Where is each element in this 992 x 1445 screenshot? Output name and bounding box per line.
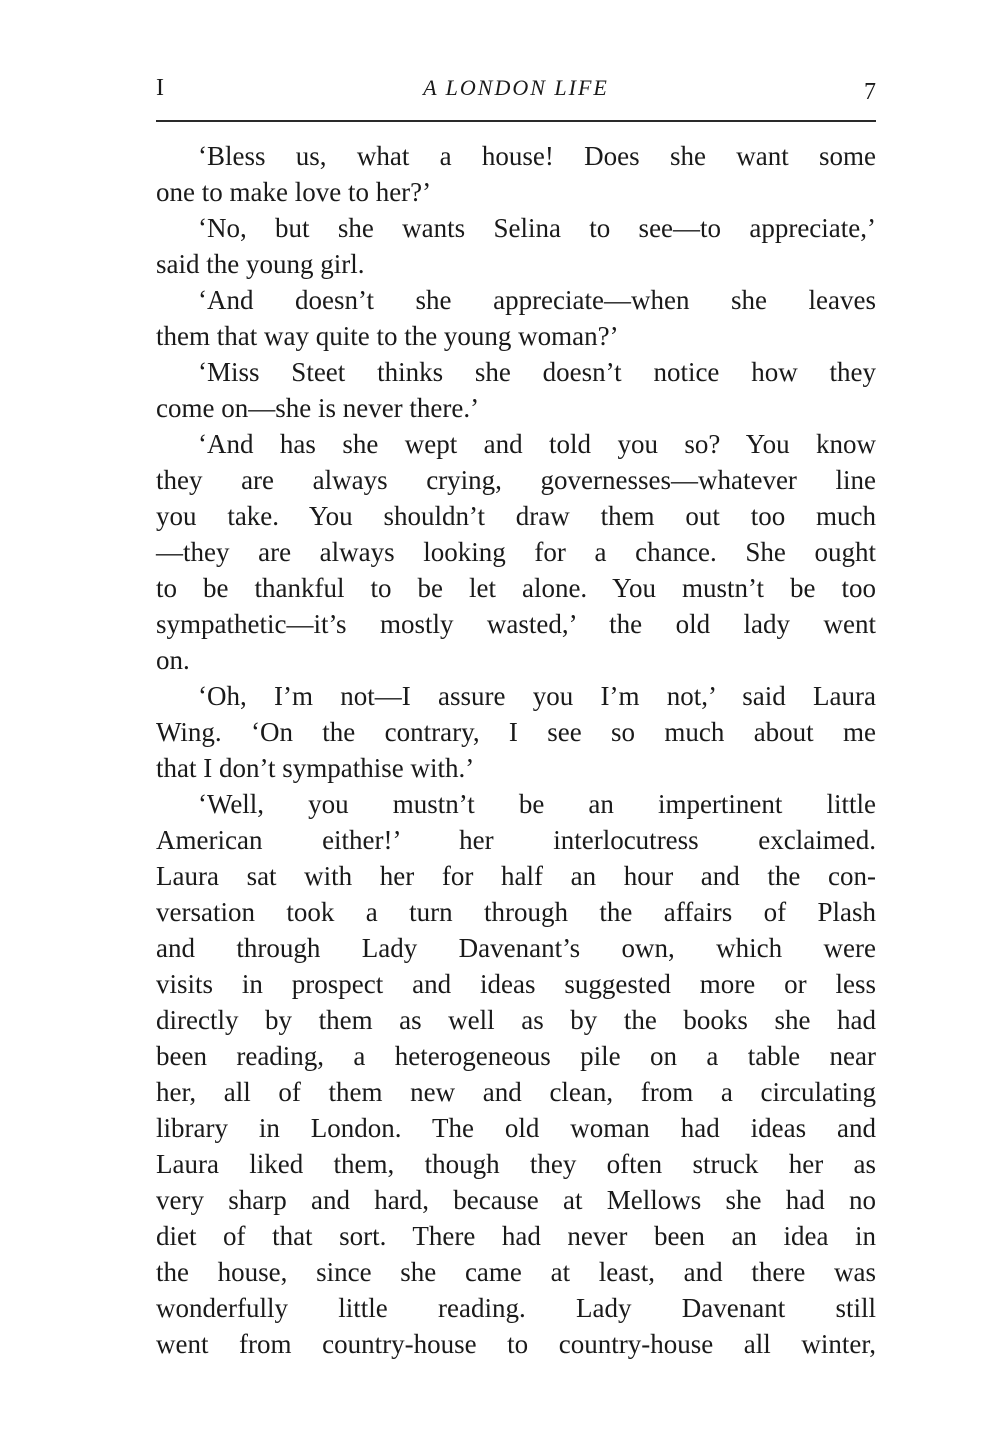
text-line: wonderfully little reading. Lady Davenant still [156, 1293, 876, 1323]
text-line: her, all of them new and clean, from a circulating [156, 1077, 876, 1107]
header-rule [156, 120, 876, 122]
text-line: ‘No, but she wants Selina to see—to appreciate,’ [198, 213, 876, 243]
text-line: and through Lady Davenant’s own, which were [156, 933, 876, 963]
text-line: that I don’t sympathise with.’ [156, 753, 475, 783]
text-line: ‘Miss Steet thinks she doesn’t notice how they [198, 357, 876, 387]
text-line: library in London. The old woman had ideas and [156, 1113, 876, 1143]
page-number: 7 [864, 79, 876, 105]
text-line: them that way quite to the young woman?’ [156, 321, 619, 351]
signature-mark: I [156, 75, 164, 101]
text-line: went from country-house to country-house all winter, [156, 1329, 876, 1359]
text-line: very sharp and hard, because at Mellows she had no [156, 1185, 876, 1215]
text-line: said the young girl. [156, 249, 365, 279]
text-line: American either!’ her interlocutress exclaimed. [156, 825, 876, 855]
text-line: to be thankful to be let alone. You mustn’t be too [156, 573, 876, 603]
text-line: visits in prospect and ideas suggested more or less [156, 969, 876, 999]
text-line: directly by them as well as by the books she had [156, 1005, 876, 1035]
body-text [156, 138, 876, 1362]
text-line: sympathetic—it’s mostly wasted,’ the old lady went [156, 609, 876, 639]
text-line: ‘Bless us, what a house! Does she want some [198, 141, 876, 171]
text-line: come on—she is never there.’ [156, 393, 480, 423]
text-line: you take. You shouldn’t draw them out too much [156, 501, 876, 531]
text-line: diet of that sort. There had never been an idea in [156, 1221, 876, 1251]
text-line: on. [156, 645, 190, 675]
text-line: versation took a turn through the affairs of Plash [156, 897, 876, 927]
text-line: been reading, a heterogeneous pile on a table near [156, 1041, 876, 1071]
text-line: —they are always looking for a chance. She ought [156, 537, 876, 567]
running-head [156, 70, 876, 110]
text-line: one to make love to her?’ [156, 177, 432, 207]
text-line: Laura sat with her for half an hour and the con- [156, 861, 876, 891]
text-line: ‘And doesn’t she appreciate—when she leaves [198, 285, 876, 315]
text-line: Laura liked them, though they often struck her as [156, 1149, 876, 1179]
text-line: ‘Oh, I’m not—I assure you I’m not,’ said Laura [198, 681, 876, 711]
text-line: ‘And has she wept and told you so? You know [198, 429, 876, 459]
text-line: ‘Well, you mustn’t be an impertinent little [198, 789, 876, 819]
running-title: A LONDON LIFE [423, 75, 609, 100]
text-line: the house, since she came at least, and there was [156, 1257, 876, 1287]
text-line: they are always crying, governesses—whatever line [156, 465, 876, 495]
text-line: Wing. ‘On the contrary, I see so much about me [156, 717, 876, 747]
